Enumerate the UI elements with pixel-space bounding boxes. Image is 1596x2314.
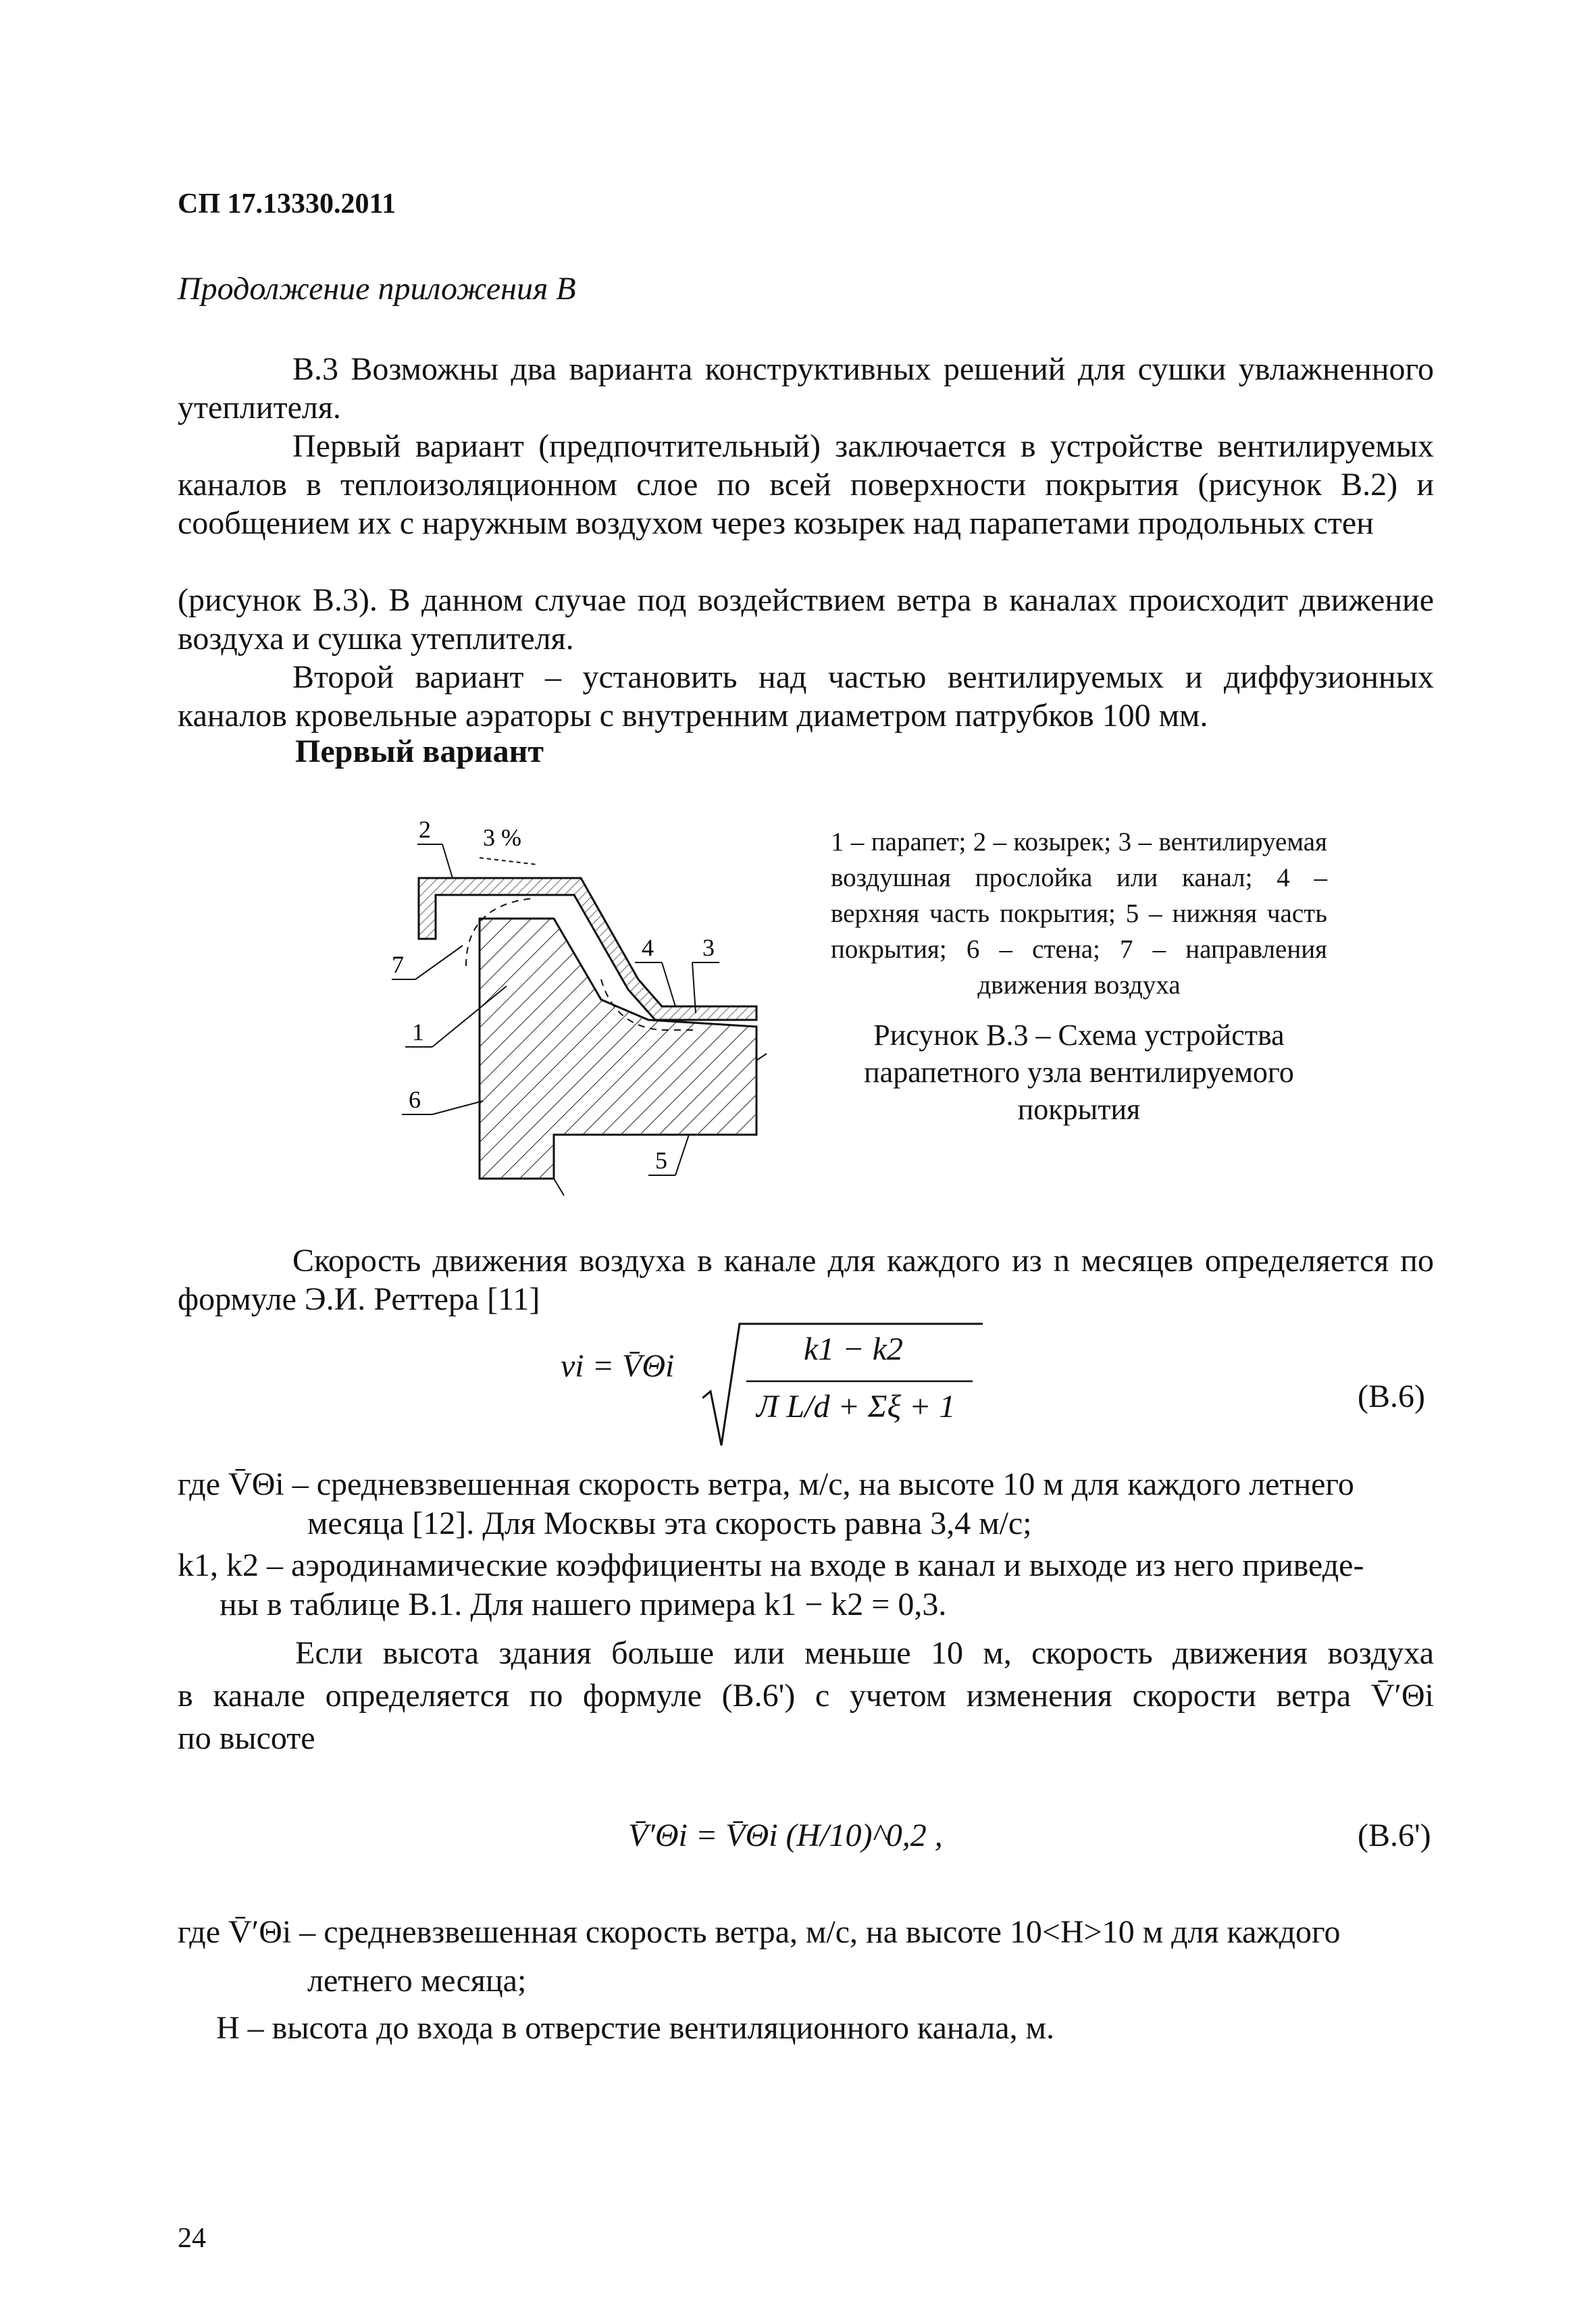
paragraph-b3: В.3 Возможны два варианта конструктивных решений для сушки увлажненного утеплителя. [178,351,1434,426]
continuation-title: Продолжение приложения В [178,271,576,307]
p5-line3: по высоте [178,1720,315,1756]
label-2: 2 [419,816,431,843]
label-1: 1 [412,1019,424,1046]
where1-line2: месяца [12]. Для Москвы эта скорость равна 3,4 м/с; [307,1506,1032,1541]
formula-b6p-number: (В.6') [1358,1818,1431,1853]
label-5: 5 [655,1147,667,1174]
label-3: 3 [702,934,715,961]
figure-caption: Рисунок В.3 – Схема устройства парапетного узла вентилируемого покрытия [864,1019,1294,1126]
where1-line1: где V̄Θi – средневзвешенная скорость ветра, м/с, на высоте 10 м для каждого летнего [178,1466,1354,1502]
formula-b6-numerator: k1 − k2 [804,1331,903,1367]
formula-b6-number: (В.6) [1358,1379,1425,1414]
figure-legend: 1 – парапет; 2 – козырек; 3 – вентилируемая воздушная прослойка или канал; 4 – верхняя часть покрытия; 5 – нижняя часть покрытия; 6 – стена; 7 – направления движения воздуха [831,827,1327,1000]
where2-line3: H – высота до входа в отверстие вентиляционного канала, м. [216,2010,1054,2046]
paragraph-second-variant: Второй вариант – установить над частью вентилируемых и диффузионных каналов кровельные аэраторы с внутренним диаметром патрубков 100 мм. [178,659,1434,734]
where2-line2: летнего месяца; [307,1963,527,1999]
slope-label: 3 % [483,824,521,851]
label-7: 7 [392,951,404,978]
paragraph-velocity: Скорость движения воздуха в канале для каждого из n месяцев определяется по формуле Э.И. Реттера [11] [178,1243,1434,1317]
page-number: 24 [178,2223,206,2254]
variant-heading: Первый вариант [295,734,544,769]
formula-b6p: V̄′Θi = V̄Θi (H/10)^0,2 , [628,1818,943,1853]
where2-line1: где V̄′Θi – средневзвешенная скорость ветра, м/с, на высоте 10<H>10 м для каждого [178,1914,1341,1950]
paragraph-first-variant: Первый вариант (предпочтительный) заключается в устройстве вентилируемых каналов в теплоизоляционном слое по всей поверхности покрытия (рисунок В.2) и сообщением их с наружным воздухом через козырек над парапетами продольных стен [178,428,1434,541]
paragraph-first-variant-cont: (рисунок В.3). В данном случае под воздействием ветра в каналах происходит движение воздуха и сушка утеплителя. [178,582,1434,657]
formula-b6 [561,1317,1000,1452]
where1-line3: k1, k2 – аэродинамические коэффициенты на входе в канал и выходе из него приведе- [178,1547,1364,1583]
p5-line2: в канале определяется по формуле (В.6') с учетом изменения скорости ветра V̄′Θi [178,1678,1434,1714]
formula-b6-denominator: Л L/d + Σξ + 1 [756,1389,956,1424]
formula-b6-lhs: vi = V̄Θi [561,1348,675,1384]
document-header: СП 17.13330.2011 [178,188,396,220]
parapet-diagram [378,804,770,1209]
where1-line4: ны в таблице В.1. Для нашего примера k1 − k2 = 0,3. [220,1587,947,1622]
label-6: 6 [409,1086,421,1113]
p5-line1: Если высота здания больше или меньше 10 м, скорость движения воздуха [295,1635,1434,1671]
label-4: 4 [642,934,654,961]
